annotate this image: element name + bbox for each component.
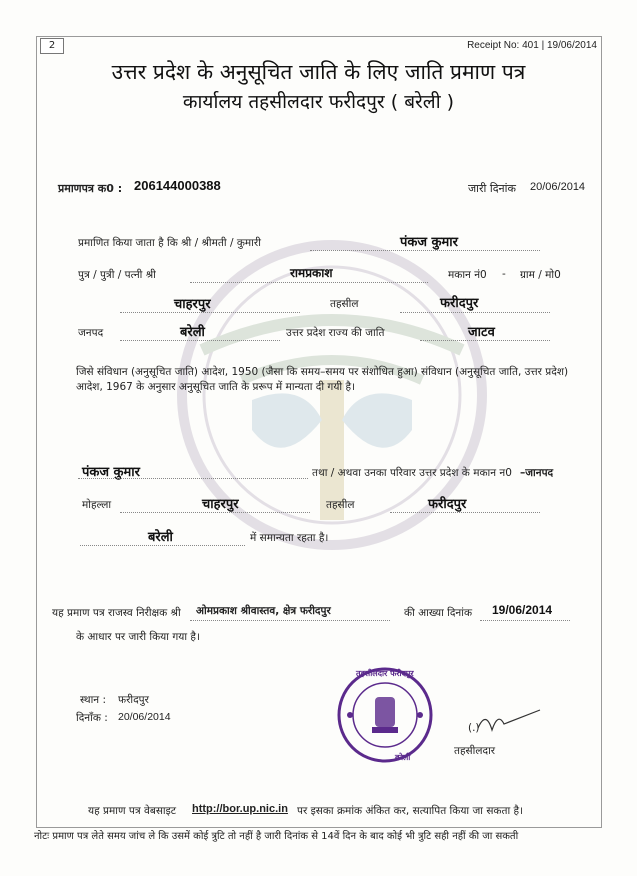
seal-ring-text: तहसीलदार फरीदपुर (356, 669, 414, 678)
date-label: दिनाँक : (76, 712, 108, 724)
constitution-order-text: जिसे संविधान (अनुसूचित जाति) आदेश, 1950 (जैसा कि समय–समय पर संशोधित हुआ) संविधान (अनुसूचित जाति, उत्तर प्रदेश) आदेश, 1967 के अनुसार अनुसूचित जाति के प्ररूप में मान्यता दी गयी है। (76, 366, 569, 393)
residence-tehsil: फरीदपुर (428, 497, 467, 512)
certificate-title: उत्तर प्रदेश के अनुसूचित जाति के लिए जाति प्रमाण पत्र (111, 60, 526, 84)
village-label: ग्राम / मो0 (520, 269, 561, 281)
receipt-number: Receipt No: 401 | 19/06/2014 (467, 40, 597, 51)
website-suffix: पर इसका क्रमांक अंकित कर, सत्यापित किया जा सकता है। (297, 805, 524, 817)
footer-note: नोटः प्रमाण पत्र लेते समय जांच ले कि उसमें कोई त्रुटि तो नहीं है जारी दिनांक से 14वें दिन के बाद कोई भी त्रुटि सही नहीं की जा सकती (34, 831, 519, 842)
office-subtitle: कार्यालय तहसीलदार फरीदपुर ( बरेली ) (182, 91, 455, 113)
parent-label: पुत्र / पुत्री / पत्नी श्री (78, 269, 156, 281)
report-prefix: यह प्रमाण पत्र राजस्व निरीक्षक श्री (52, 607, 181, 619)
residence-tehsil-label: तहसील (326, 499, 355, 511)
residence-district: बरेली (148, 530, 173, 545)
parent-name: रामप्रकाश (290, 266, 333, 280)
issue-date: 20/06/2014 (530, 181, 586, 193)
resides-label: में समान्यता रहता है। (250, 532, 329, 544)
tehsildar-seal (330, 665, 440, 765)
signatory-designation: तहसीलदार (454, 745, 496, 757)
seal-bottom-text: बरेली (395, 753, 411, 762)
mohalla-label: मोहल्ला (82, 499, 112, 511)
signature-scribble (470, 706, 550, 742)
place-label: स्थान : (80, 694, 107, 706)
caste-name: जाटव (468, 325, 495, 340)
report-suffix: के आधार पर जारी किया गया है। (76, 631, 200, 643)
resident-name: पंकज कुमार (82, 465, 140, 480)
tehsil-label: तहसील (330, 298, 359, 310)
tehsil-name: फरीदपुर (440, 296, 479, 311)
inspector-name: ओमप्रकाश श्रीवास्तव, क्षेत्र फरीदपुर (196, 605, 331, 617)
holder-name: पंकज कुमार (400, 235, 458, 250)
issue-date-label: जारी दिनांक (468, 182, 516, 195)
caste-label: उत्तर प्रदेश राज्य की जाति (286, 327, 385, 339)
family-label: तथा / अथवा उनका परिवार उत्तर प्रदेश के मकान न0 (312, 467, 512, 479)
house-label: मकान नं0 (448, 269, 487, 281)
certificate-number-label: प्रमाणपत्र क0 : (58, 182, 123, 195)
district-label: जनपद (78, 327, 104, 339)
house-value: - (502, 268, 506, 280)
place-value: फरीदपुर (118, 694, 149, 706)
website-prefix: यह प्रमाण पत्र वेबसाइट (88, 805, 177, 817)
signature-mark: (.) (468, 722, 480, 734)
date-value: 20/06/2014 (118, 711, 171, 723)
mohalla-name: चाहरपुर (202, 497, 239, 512)
report-date: 19/06/2014 (492, 603, 553, 617)
district-name: बरेली (180, 325, 205, 340)
certificate-number: 206144000388 (134, 178, 221, 193)
page-number: 2 (40, 38, 64, 54)
verification-url[interactable]: http://bor.up.nic.in (192, 803, 288, 815)
village-name: चाहरपुर (174, 297, 211, 312)
report-date-label: की आख्या दिनांक (404, 607, 473, 619)
resident-house: –जानपद (520, 467, 554, 479)
certify-label: प्रमाणित किया जाता है कि श्री / श्रीमती / कुमारी (78, 237, 261, 249)
